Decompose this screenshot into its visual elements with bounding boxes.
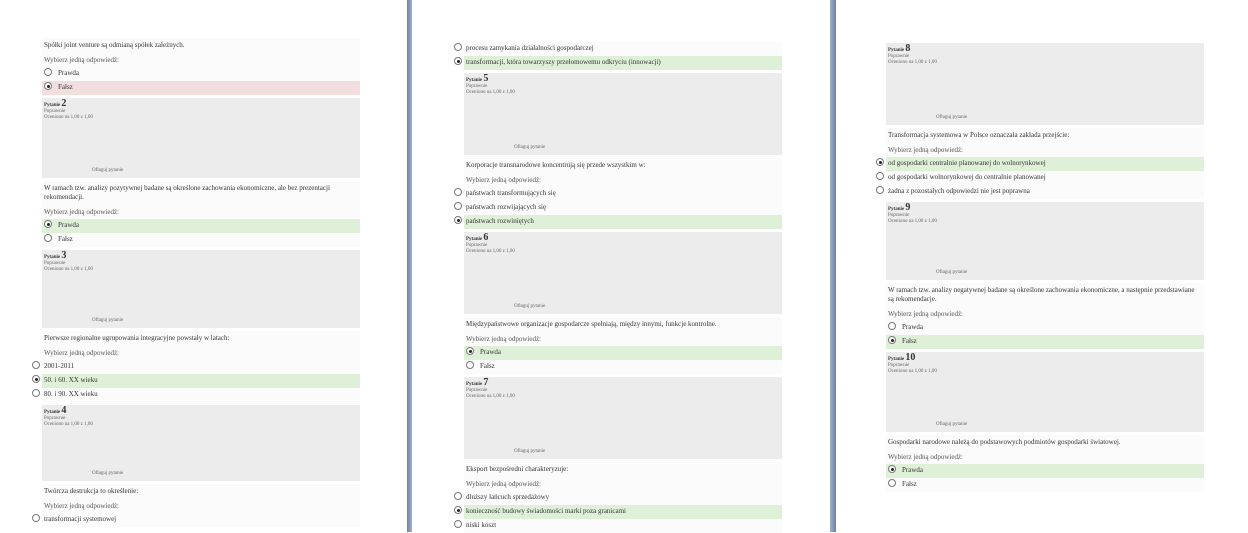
- question-info-block: Pytanie 4 Poprawnie Oceniono na 1,00 z 1,00 Oflaguj pytanie: [42, 405, 360, 481]
- answer-option[interactable]: 2001-2011: [42, 360, 360, 374]
- choose-one-label: Wybierz jedną odpowiedź:: [42, 498, 360, 513]
- question-info-block: Pytanie 2 Poprawnie Oceniono na 1,00 z 1,00 Oflaguj pytanie: [42, 98, 360, 178]
- question-score: Oceniono na 1,00 z 1,00: [466, 249, 515, 254]
- choose-one-label: Wybierz jedną odpowiedź:: [464, 476, 782, 491]
- question-status: Poprawnie: [466, 84, 488, 89]
- radio-button[interactable]: [876, 186, 884, 194]
- flag-question-link[interactable]: Oflaguj pytanie: [936, 422, 968, 427]
- radio-button[interactable]: [454, 506, 462, 514]
- radio-button[interactable]: [44, 68, 52, 76]
- answer-option[interactable]: 50. i 60. XX wieku: [42, 374, 360, 388]
- answer-option[interactable]: państwach rozwiniętych: [464, 215, 782, 229]
- question-status: Poprawnie: [44, 109, 66, 114]
- choose-one-label: Wybierz jedną odpowiedź:: [42, 52, 360, 67]
- radio-button[interactable]: [888, 465, 896, 473]
- radio-button[interactable]: [32, 389, 40, 397]
- question-score: Oceniono na 1,00 z 1,00: [888, 219, 937, 224]
- radio-button[interactable]: [454, 43, 462, 51]
- answer-option[interactable]: transformacji systemowej: [42, 513, 360, 527]
- radio-button[interactable]: [454, 216, 462, 224]
- radio-button[interactable]: [32, 375, 40, 383]
- radio-button[interactable]: [454, 492, 462, 500]
- question-score: Oceniono na 1,00 z 1,00: [466, 90, 515, 95]
- question-number: 7: [483, 377, 489, 388]
- question-info-block: Pytanie 7 Poprawnie Oceniono na 1,00 z 1,00 Oflaguj pytanie: [464, 377, 782, 459]
- radio-button[interactable]: [454, 520, 462, 528]
- question-number: 5: [483, 73, 489, 84]
- question-score: Oceniono na 1,00 z 1,00: [44, 422, 93, 427]
- page-3: [836, 0, 1248, 532]
- radio-button[interactable]: [32, 514, 40, 522]
- question-status: Poprawnie: [888, 363, 910, 368]
- question-number: 2: [61, 98, 67, 109]
- answer-option[interactable]: Fałsz: [42, 233, 360, 247]
- choose-one-label: Wybierz jedną odpowiedź:: [886, 142, 1204, 157]
- question-number: 8: [905, 43, 911, 54]
- answer-option[interactable]: od gospodarki wolnorynkowej do centralnie planowanej: [886, 171, 1204, 185]
- choose-one-label: Wybierz jedną odpowiedź:: [886, 449, 1204, 464]
- answer-option[interactable]: Fałsz: [464, 360, 782, 374]
- question-info-block: Pytanie 6 Poprawnie Oceniono na 1,00 z 1,00 Oflaguj pytanie: [464, 232, 782, 314]
- flag-question-link[interactable]: Oflaguj pytanie: [514, 304, 546, 309]
- question-info-block: Pytanie 10 Poprawnie Oceniono na 1,00 z 1,00 Oflaguj pytanie: [886, 352, 1204, 432]
- answer-option[interactable]: 80. i 90. XX wieku: [42, 388, 360, 402]
- flag-question-link[interactable]: Oflaguj pytanie: [514, 449, 546, 454]
- question-text: Transformacja systemowa w Polsce oznaczała zakłada przejście:: [886, 128, 1204, 142]
- radio-button[interactable]: [454, 57, 462, 65]
- question-score: Oceniono na 1,00 z 1,00: [888, 369, 937, 374]
- answer-option[interactable]: transformacji, która towarzyszy przełomowemu odkryciu (innowacji): [464, 56, 782, 70]
- flag-question-link[interactable]: Oflaguj pytanie: [936, 115, 968, 120]
- question-info-block: Pytanie 3 Poprawnie Oceniono na 1,00 z 1,00 Oflaguj pytanie: [42, 250, 360, 328]
- radio-button[interactable]: [466, 347, 474, 355]
- question-text: Gospodarki narodowe należą do podstawowych podmiotów gospodarki światowej.: [886, 435, 1204, 449]
- question-score: Oceniono na 1,00 z 1,00: [466, 394, 515, 399]
- question-text: Korporacje transnarodowe koncentrują się przede wszystkim w:: [464, 158, 782, 172]
- radio-button[interactable]: [454, 188, 462, 196]
- question-status: Poprawnie: [466, 388, 488, 393]
- answer-option[interactable]: państwach transformujących się: [464, 187, 782, 201]
- question-number: 4: [61, 405, 67, 416]
- question-info-block: Pytanie 5 Poprawnie Oceniono na 1,00 z 1,00 Oflaguj pytanie: [464, 73, 782, 155]
- radio-button[interactable]: [44, 234, 52, 242]
- page-1: [0, 0, 407, 532]
- question-status: Poprawnie: [888, 213, 910, 218]
- question-text: Międzypaństwowe organizacje gospodarcze spełniają, między innymi, funkcje kontrolne.: [464, 317, 782, 331]
- choose-one-label: Wybierz jedną odpowiedź:: [886, 306, 1204, 321]
- page-3-column: [886, 43, 1204, 492]
- radio-button[interactable]: [888, 322, 896, 330]
- question-text: W ramach tzw. analizy negatywnej badane są określone zachowania ekonomiczne, a następnie przedstawiane są rekomendacje.: [886, 283, 1204, 306]
- answer-option[interactable]: Fałsz: [42, 81, 360, 95]
- radio-button[interactable]: [44, 82, 52, 90]
- radio-button[interactable]: [466, 361, 474, 369]
- radio-button[interactable]: [32, 361, 40, 369]
- answer-option[interactable]: Prawda: [42, 67, 360, 81]
- page-2-column: [464, 42, 782, 533]
- answer-option[interactable]: Fałsz: [886, 335, 1204, 349]
- question-score: Oceniono na 1,00 z 1,00: [888, 60, 937, 65]
- answer-option[interactable]: żadna z pozostałych odpowiedzi nie jest poprawna: [886, 185, 1204, 199]
- flag-question-link[interactable]: Oflaguj pytanie: [92, 168, 124, 173]
- choose-one-label: Wybierz jedną odpowiedź:: [464, 331, 782, 346]
- radio-button[interactable]: [888, 479, 896, 487]
- page-2: [412, 0, 830, 532]
- question-text: Pierwsze regionalne ugrupowania integracyjne powstały w latach:: [42, 331, 360, 345]
- question-text: Twórcza destrukcja to określenie:: [42, 484, 360, 498]
- question-status: Poprawnie: [44, 416, 66, 421]
- question-status: Poprawnie: [888, 54, 910, 59]
- radio-button[interactable]: [454, 202, 462, 210]
- question-score: Oceniono na 1,00 z 1,00: [44, 267, 93, 272]
- radio-button[interactable]: [44, 220, 52, 228]
- flag-question-link[interactable]: Oflaguj pytanie: [514, 145, 546, 150]
- answer-option[interactable]: Prawda: [42, 219, 360, 233]
- page-1-column: [42, 38, 360, 527]
- radio-button[interactable]: [876, 172, 884, 180]
- question-number: 6: [483, 232, 489, 243]
- answer-option[interactable]: konieczność budowy świadomości marki poza granicami: [464, 505, 782, 519]
- answer-option[interactable]: Prawda: [886, 321, 1204, 335]
- question-info-block: Pytanie 9 Poprawnie Oceniono na 1,00 z 1,00 Oflaguj pytanie: [886, 202, 1204, 280]
- question-text: Spółki joint venture są odmianą spółek zależnych.: [42, 38, 360, 52]
- question-number: 9: [905, 202, 911, 213]
- answer-option[interactable]: państwach rozwijających się: [464, 201, 782, 215]
- answer-option[interactable]: Prawda: [464, 346, 782, 360]
- radio-button[interactable]: [888, 336, 896, 344]
- flag-question-link[interactable]: Oflaguj pytanie: [936, 270, 968, 275]
- question-text: Eksport bezpośredni charakteryzuje:: [464, 462, 782, 476]
- question-number: 3: [61, 250, 67, 261]
- question-score: Oceniono na 1,00 z 1,00: [44, 115, 93, 120]
- answer-option[interactable]: od gospodarki centralnie planowanej do wolnorynkowej: [886, 157, 1204, 171]
- flag-question-link[interactable]: Oflaguj pytanie: [92, 471, 124, 476]
- radio-button[interactable]: [876, 158, 884, 166]
- choose-one-label: Wybierz jedną odpowiedź:: [464, 172, 782, 187]
- answer-option[interactable]: Fałsz: [886, 478, 1204, 492]
- question-status: Poprawnie: [44, 261, 66, 266]
- answer-option[interactable]: niski koszt: [464, 519, 782, 533]
- question-info-block: Pytanie 8 Poprawnie Oceniono na 1,00 z 1,00 Oflaguj pytanie: [886, 43, 1204, 125]
- answer-option[interactable]: procesu zamykania działalności gospodarczej: [464, 42, 782, 56]
- flag-question-link[interactable]: Oflaguj pytanie: [92, 318, 124, 323]
- answer-option[interactable]: Prawda: [886, 464, 1204, 478]
- question-number: 10: [905, 352, 916, 363]
- answer-option[interactable]: dłuższy łańcuch sprzedażowy: [464, 491, 782, 505]
- choose-one-label: Wybierz jedną odpowiedź:: [42, 345, 360, 360]
- question-status: Poprawnie: [466, 243, 488, 248]
- question-text: W ramach tzw. analizy pozytywnej badane są określone zachowania ekonomiczne, ale bez prezentacji rekomendacji.: [42, 181, 360, 204]
- choose-one-label: Wybierz jedną odpowiedź:: [42, 204, 360, 219]
